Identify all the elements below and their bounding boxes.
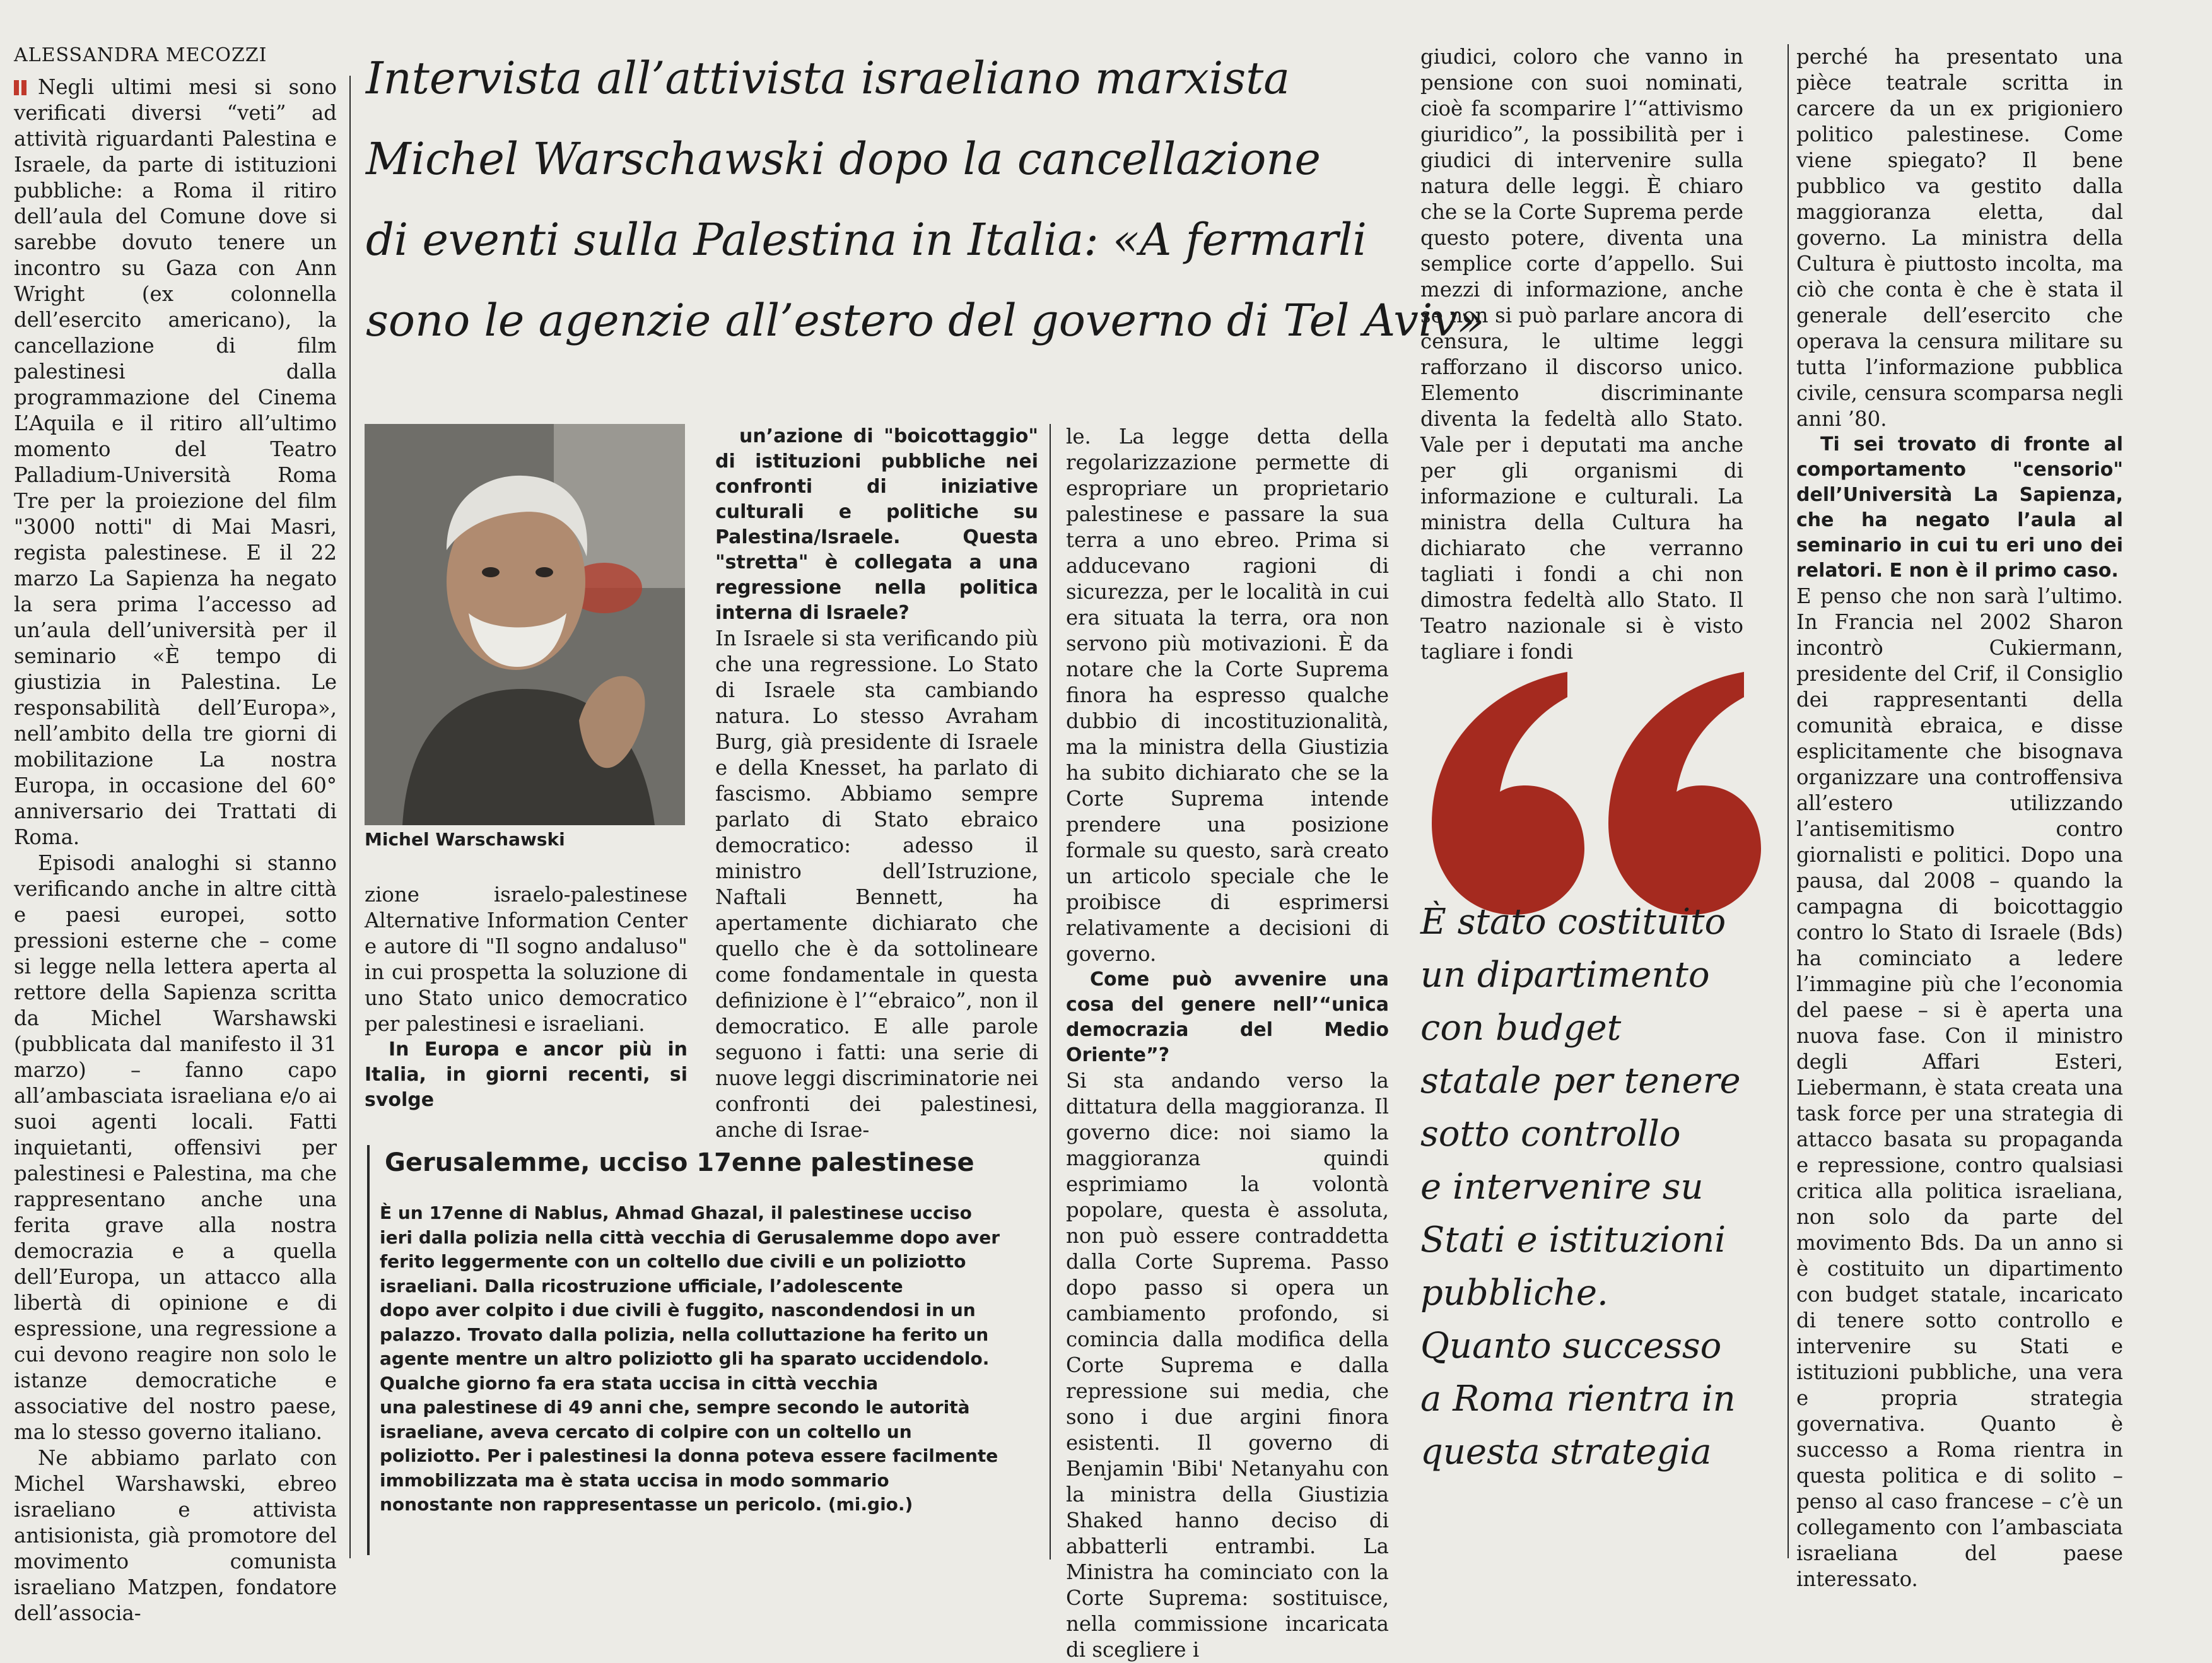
- interview-question: un’azione di "boicottaggio" di istituzioni pubbliche nei confronti di iniziative culturali e politiche su Palestina/Israele. Questa "stretta" è collegata a una regressione nella politica interna di Israele?: [715, 425, 1038, 624]
- column-3: [715, 424, 1038, 1142]
- column-1: [14, 74, 337, 1625]
- pull-quote-line: a Roma rientra in: [1420, 1378, 1736, 1419]
- pull-quote-line: È stato costituito: [1420, 902, 1726, 943]
- sidebar-line: ieri dalla polizia nella città vecchia di Gerusalemme dopo aver: [380, 1226, 1000, 1248]
- sidebar-body: [380, 1201, 1048, 1517]
- column-rule: [349, 76, 351, 1558]
- pull-quote: [1420, 896, 1774, 1479]
- pull-quote-line: questa strategia: [1420, 1431, 1712, 1472]
- paragraph: Si sta andando verso la dittatura della maggioranza. Il governo dice: noi siamo la maggioranza quindi esprimiamo la volontà popolare, questa è assoluta, non può essere contraddetta dalla Corte Suprema. Passo dopo passo si opera un cambiamento profondo, si comincia dalla modifica della Corte Suprema e dalla repressione sui media, che sono i due argini finora esistenti. Il governo di Benjamin 'Bibi' Netanyahu con la ministra della Giustizia Shaked hanno deciso di abbatterli entrambi. La Ministra ha cominciato con la Corte Suprema: sostituisce, nella commissione incaricata di scegliere i: [1066, 1069, 1389, 1662]
- sidebar-title: Gerusalemme, ucciso 17enne palestinese: [385, 1148, 974, 1177]
- pull-quote-line: e intervenire su: [1420, 1166, 1704, 1208]
- pull-quote-line: Quanto successo: [1420, 1325, 1722, 1366]
- sidebar-line: agente mentre un altro poliziotto gli ha sparato uccidendolo.: [380, 1348, 990, 1369]
- sidebar-line: israeliani. Dalla ricostruzione ufficiale, l’adolescente: [380, 1275, 903, 1296]
- sidebar-line: una palestinese di 49 anni che, sempre secondo le autorità: [380, 1397, 970, 1418]
- column-4: [1066, 424, 1389, 1662]
- pull-quote-line: con budget: [1420, 1008, 1622, 1049]
- pull-quote-line: pubbliche.: [1420, 1272, 1608, 1313]
- paragraph: Episodi analoghi si stanno verificando anche in altre città e paesi europei, sotto pressioni esterne che – come si legge nella lettera aperta al rettore della Sapienza scritta da Michel Warshawski (pubblicata dal manifesto il 31 marzo) – fanno capo all’ambasciata israeliana e/o ai suoi agenti locali. Fatti inquietanti, offensivi per palestinesi e Palestina, ma che rappresentano anche una ferita grave alla nostra democrazia e a quella dell’Europa, un attacco alla libertà di opinione e di espressione, una regressione a cui devono reagire non solo le istanze democratiche e associative del nostro paese, ma lo stesso governo italiano.: [14, 851, 337, 1444]
- sidebar-line: dopo aver colpito i due civili è fuggito, nascondendosi in un: [380, 1300, 976, 1320]
- headline-line: di eventi sulla Palestina in Italia: «A fermarli: [366, 214, 1367, 266]
- interview-question: In Europa e ancor più in Italia, in giorni recenti, si svolge: [365, 1038, 688, 1111]
- interview-question: Come può avvenire una cosa del genere nell’“unica democrazia del Medio Oriente”?: [1066, 968, 1389, 1066]
- column-6: [1774, 44, 2123, 1591]
- pull-quote-line: sotto controllo: [1420, 1114, 1681, 1155]
- headline-line: Intervista all’attivista israeliano marxista: [366, 52, 1290, 104]
- paragraph: giudici, coloro che vanno in pensione con suoi nominati, cioè fa scomparire l’“attivismo giuridico”, la possibilità per i giudici di intervenire sulla natura delle leggi. È chiaro che se la Corte Suprema perde questo potere, diventa una semplice corte d’appello. Sui mezzi di informazione, anche se non si può parlare ancora di censura, le ultime leggi rafforzano il discorso unico. Elemento discriminante diventa la fedeltà allo Stato. Vale per i deputati ma anche per gli organismi di informazione e culturali. La ministra della Cultura ha dichiarato che verranno tagliati i fondi a chi non dimostra fedeltà allo Stato. Il Teatro nazionale si è visto tagliare i fondi: [1420, 45, 1743, 664]
- quote-marks-icon: [1419, 659, 1772, 924]
- sidebar-line: Qualche giorno fa era stata uccisa in città vecchia: [380, 1372, 879, 1394]
- sidebar-line: immobilizzata ma è stata uccisa in modo sommario: [380, 1469, 889, 1491]
- column-rule: [1050, 424, 1051, 1560]
- headline-line: Michel Warschawski dopo la cancellazione: [366, 133, 1321, 185]
- interview-question: Ti sei trovato di fronte al comportamento "censorio" dell’Università La Sapienza, che ha negato l’aula al seminario in cui tu eri uno dei relatori. E non è il primo caso.: [1796, 433, 2123, 582]
- sidebar-line: poliziotto. Per i palestinesi la donna poteva essere facilmente: [380, 1445, 998, 1466]
- headline-line: sono le agenzie all’estero del governo di Tel Aviv»: [366, 295, 1485, 346]
- sidebar-line: palazzo. Trovato dalla polizia, nella colluttazione ha ferito un: [380, 1324, 989, 1345]
- pull-quote-line: Stati e istituzioni: [1420, 1219, 1726, 1260]
- paragraph-text: Negli ultimi mesi si sono verificati diversi “veti” ad attività riguardanti Palestina e Israele, da parte di istituzioni pubbliche: a Roma il ritiro dell’aula del Comune dove si sarebbe dovuto tenere un incontro su Gaza con Ann Wright (ex colonnella dell’esercito americano), la cancellazione di film palestinesi dalla programmazione del Cinema L’Aquila e il ritiro all’ultimo momento del Teatro Palladium-Università Roma Tre per la proiezione del film "3000 notti" di Mai Masri, regista palestinese. E il 22 marzo La Sapienza ha negato la sera prima l’accesso ad un’aula dell’università per il seminario «È tempo di giustizia in Palestina. Le responsabilità dell’Europa», nell’ambito della tre giorni di mobilitazione La nostra Europa, in occasione del 60° anniversario dei Trattati di Roma.: [14, 75, 337, 849]
- sidebar-line: ferito leggermente con un coltello due civili e un poliziotto: [380, 1251, 966, 1272]
- headline: [366, 38, 1485, 361]
- sidebar-line: nonostante non rappresentasse un pericolo. (mi.gio.): [380, 1494, 913, 1515]
- section-marker-icon: [14, 80, 26, 95]
- portrait-photo: [365, 424, 685, 825]
- pull-quote-line: un dipartimento: [1420, 955, 1710, 996]
- photo-caption: Michel Warschawski: [365, 829, 565, 850]
- column-2: [365, 882, 688, 1111]
- portrait-illustration: [365, 424, 685, 825]
- paragraph: Ne abbiamo parlato con Michel Warshawski, ebreo israeliano e attivista antisionista, già promotore del movimento comunista israeliano Matzpen, fondatore dell’associa-: [14, 1446, 337, 1625]
- sidebar-line: È un 17enne di Nablus, Ahmad Ghazal, il palestinese ucciso: [380, 1202, 972, 1223]
- pull-quote-line: statale per tenere: [1420, 1061, 1741, 1102]
- column-5: [1420, 44, 1743, 664]
- paragraph: perché ha presentato una pièce teatrale scritta in carcere da un ex prigioniero politico palestinese. Come viene spiegato? Il bene pubblico va gestito dalla maggioranza eletta, dal governo. La ministra della Cultura è piuttosto incolta, ma ciò che conta è che è stata il generale dell’esercito che operava la censura militare su tutta l’informazione pubblica civile, censura scomparsa negli anni ’80.: [1796, 45, 2123, 431]
- paragraph: zione israelo-palestinese Alternative Information Center e autore di "Il sogno andaluso" in cui prospetta la soluzione di uno Stato unico democratico per palestinesi e israeliani.: [365, 883, 688, 1036]
- paragraph: le. La legge detta della regolarizzazione permette di espropriare un proprietario palestinese e passare la sua terra a uno ebreo. Prima si adducevano ragioni di sicurezza, per le località in cui era situata la terra, ora non servono più motivazioni. È da notare che la Corte Suprema finora ha espresso qualche dubbio di incostituzionalità, ma la ministra della Giustizia ha subito dichiarato che se la Corte Suprema intende prendere una posizione formale su questo, sarà creato un articolo speciale che le proibisce di esprimersi relativamente a decisioni di governo.: [1066, 425, 1389, 966]
- byline: ALESSANDRA MECOZZI: [14, 44, 267, 66]
- sidebar-line: israeliane, aveva cercato di colpire con un coltello un: [380, 1421, 912, 1442]
- paragraph: [14, 74, 337, 850]
- paragraph: In Israele si sta verificando più che una regressione. Lo Stato di Israele sta cambiando natura. Lo stesso Avraham Burg, già presidente di Israele e della Knesset, ha parlato di fascismo. Abbiamo sempre parlato di Stato ebraico democratico: adesso il ministro dell’Istruzione, Naftali Bennett, ha apertamente dichiarato che quello che è da sottolineare come fondamentale in questa definizione è l’“ebraico”, non il democratico. E alle parole seguono i fatti: una serie di nuove leggi discriminatorie nei confronti dei palestinesi, anche di Israe-: [715, 626, 1038, 1142]
- paragraph: E penso che non sarà l’ultimo. In Francia nel 2002 Sharon incontrò Cukiermann, presidente del Crif, il Consiglio dei rappresentanti della comunità ebraica, e disse esplicitamente che bisognava organizzare una controffensiva all’estero utilizzando l’antisemitismo contro giornalisti e politici. Dopo una pausa, dal 2008 – quando la campagna di boicottaggio contro lo Stato di Israele (Bds) ha cominciato a ledere l’immagine più che l’economia del paese – si è aperta una nuova fase. Con il ministro degli Affari Esteri, Liebermann, è stata creata una task force per una strategia di attacco basata su propaganda e repressione, contro qualsiasi critica alla politica israeliana, non solo da parte del movimento Bds. Da un anno si è costituito un dipartimento con budget statale, incaricato di tenere sotto controllo e intervenire su Stati e istituzioni pubbliche, una vera e propria strategia governativa. Quanto è successo a Roma rientra in questa politica e di solito – penso al caso francese – c’è un collegamento con l’ambasciata israeliana del paese interessato.: [1796, 584, 2123, 1591]
- sidebar-rule: [367, 1145, 370, 1555]
